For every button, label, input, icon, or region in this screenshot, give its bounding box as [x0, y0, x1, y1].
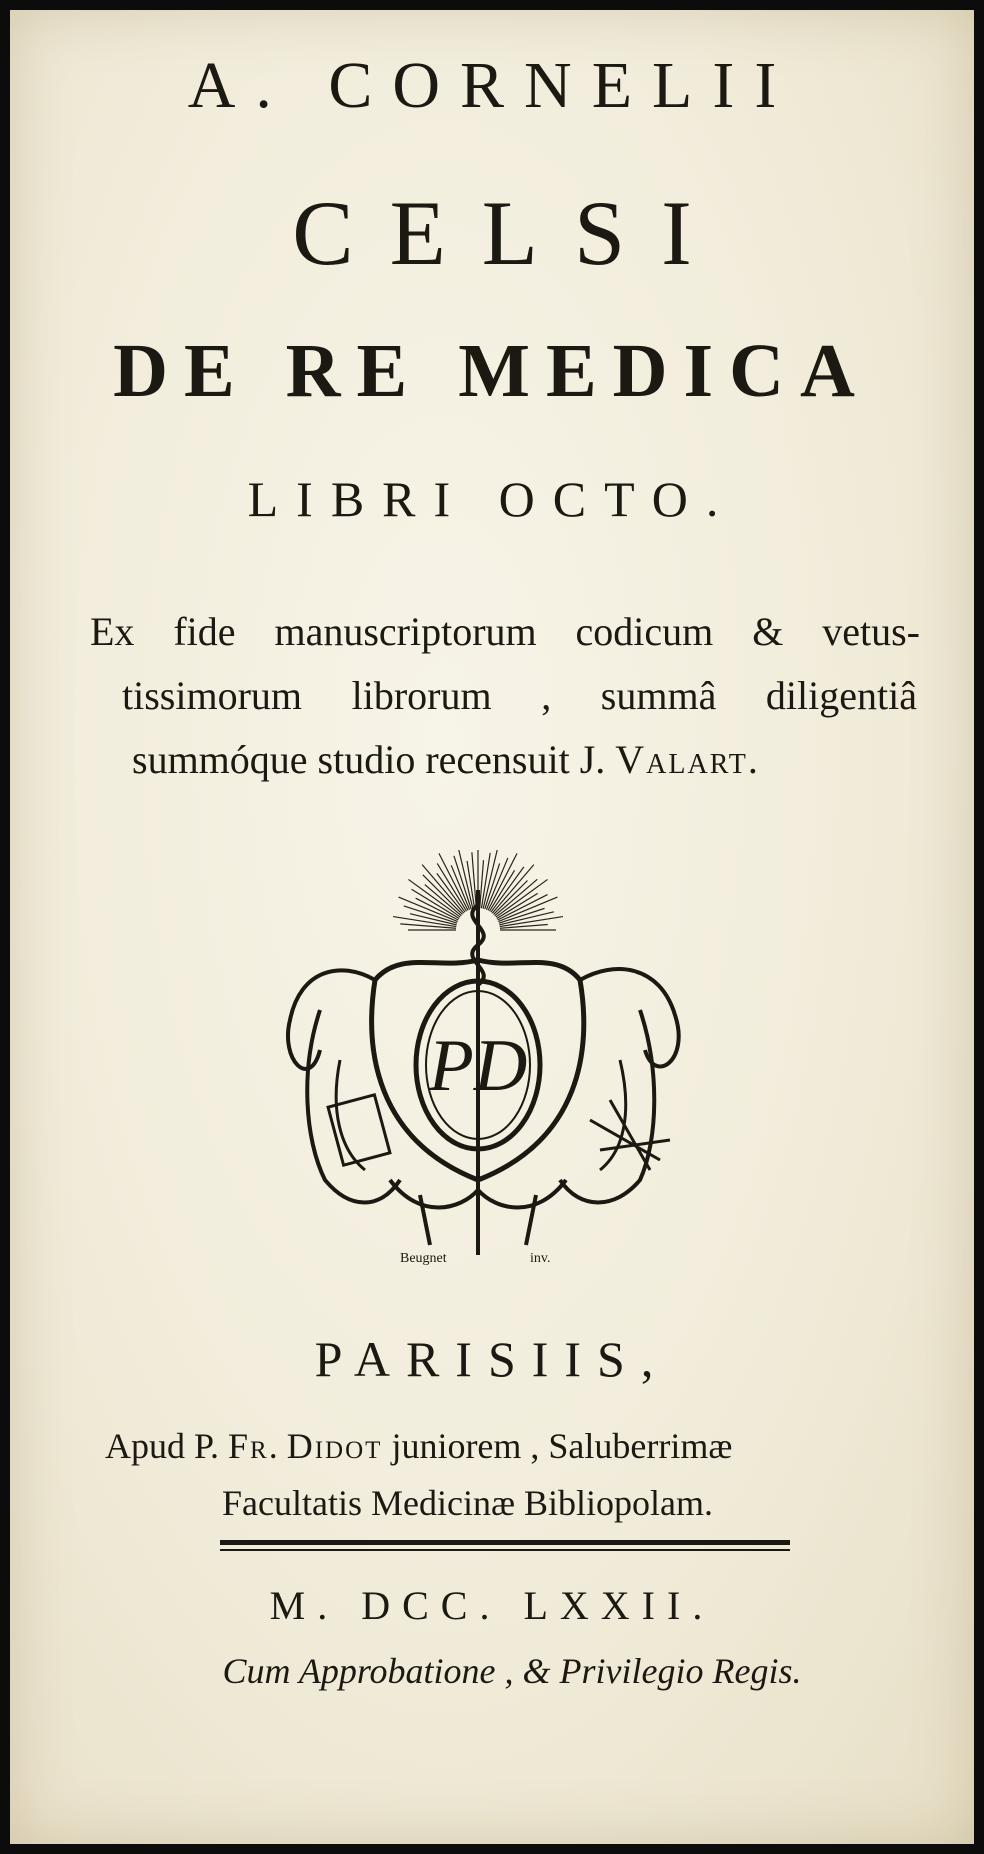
imprint-apud: Apud P.: [105, 1426, 229, 1466]
sun-ray: [393, 917, 456, 927]
double-rule-divider: [220, 1540, 790, 1554]
engraver-signature: Beugnet: [400, 1251, 447, 1266]
editor-note-line-1: Ex fide manuscriptorum codicum & vetus-: [90, 609, 920, 654]
title-page: [10, 10, 974, 1844]
imprint-fr: Fr: [228, 1426, 269, 1466]
engraver-signature-inv: inv.: [530, 1251, 551, 1266]
printer-device-vignette: [280, 850, 720, 1270]
book-title: DE RE MEDICA: [113, 329, 871, 413]
sun-ray: [472, 852, 476, 908]
sun-ray: [500, 917, 563, 927]
sun-ray: [451, 865, 469, 909]
printer-name: Didot: [286, 1426, 383, 1466]
sun-ray: [400, 924, 456, 928]
privilege-statement: Cum Approbatione , & Privilegio Regis.: [222, 1651, 802, 1691]
imprint-line-2: Facultatis Medicinæ Bibliopolam.: [222, 1483, 713, 1523]
monogram: PD: [428, 1025, 528, 1107]
publication-year: M. DCC. LXXII.: [269, 1583, 715, 1628]
imprint-rest: juniorem , Saluberrimæ: [382, 1426, 733, 1466]
editor-note-line-3-text: summóque studio recensuit J.: [132, 737, 616, 782]
editor-note-period: .: [747, 737, 758, 782]
imprint-dot: .: [268, 1426, 287, 1466]
drapery-right: [560, 969, 679, 1202]
author-praenomen-line: A. CORNELII: [187, 49, 797, 122]
book-subtitle: LIBRI OCTO.: [247, 471, 737, 527]
editor-name: Valart: [615, 737, 748, 782]
author-name-line: CELSI: [292, 182, 728, 284]
place-of-publication: PARISIIS,: [314, 1331, 670, 1387]
imprint-line-1: [105, 1425, 905, 1467]
editor-note-line-3: [132, 728, 917, 792]
editor-note-line-2: tissimorum librorum , summâ diligentiâ: [122, 673, 917, 718]
